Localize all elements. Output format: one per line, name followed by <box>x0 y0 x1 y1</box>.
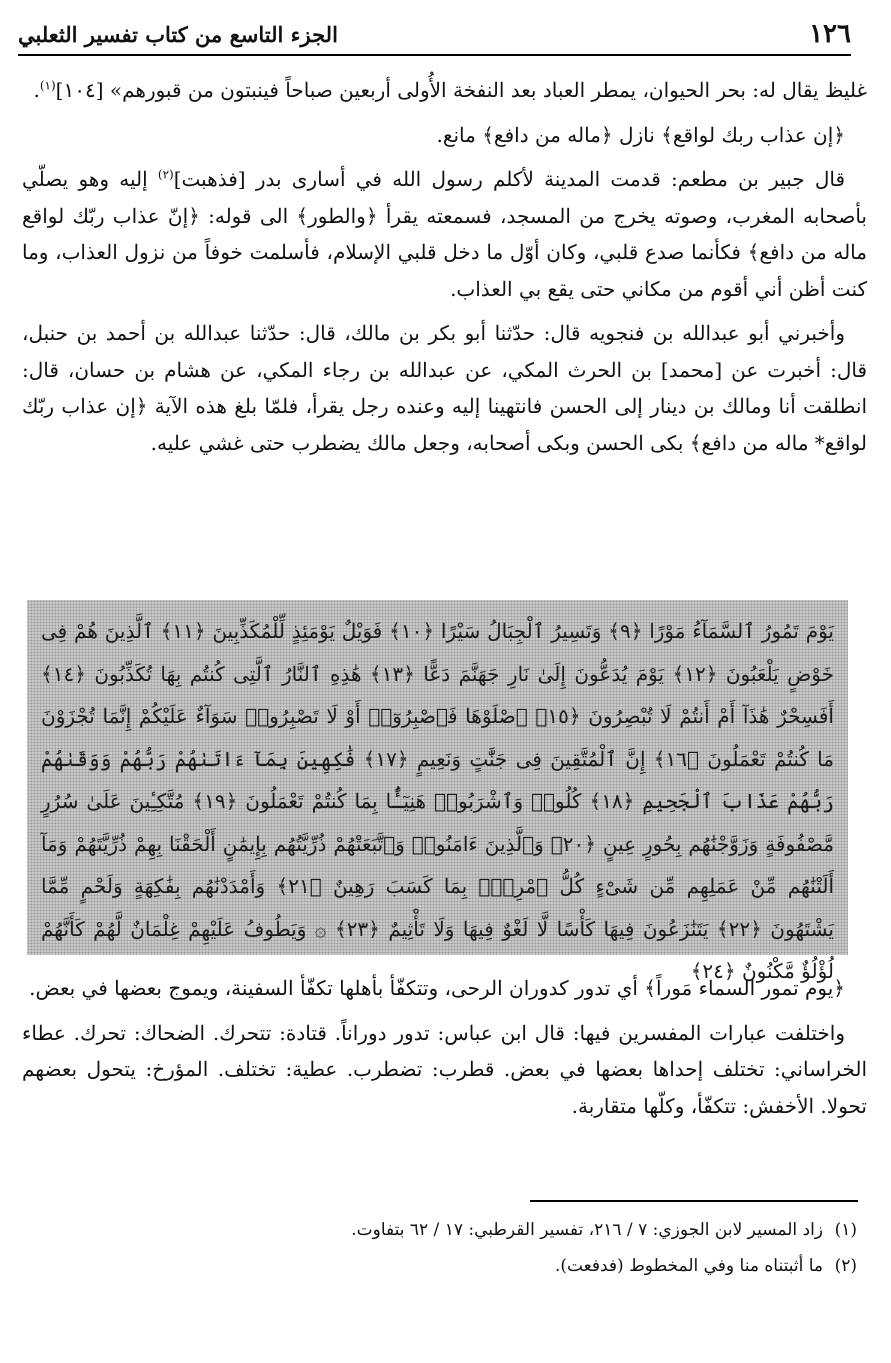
paragraph-1: غليظ يقال له: بحر الحيوان، يمطر العباد بعد النفخة الأُولى أربعين صباحاً فينبتون من قبورهم» [١٠٤]$^{(١)}$. <box>33 78 867 102</box>
paragraph-5: ﴿يوم تمور السماء مَوراً﴾ أي تدور كدوران الرحى، وتتكفّأ بأهلها تكفّأ السفينة، ويموج بعضها في بعض. <box>29 976 845 1000</box>
quran-passage-box <box>27 600 848 983</box>
paragraph-4: وأخبرني أبو عبدالله بن فنجويه قال: حدّثنا أبو بكر بن مالك، قال: حدّثنا عبدالله بن أحمد بن حنبل، قال: أخبرت عن [محمد] بن الحرث المكي، عن عبدالله بن رجاء المكي، عن هشام بن حسان، قال: انطلقت أنا ومالك بن دينار إلى الحسن فانتهينا إليه وعنده رجل يقرأ، فلمّا بلغ هذه الآية ﴿إن عذاب ربّك لواقع* ماله من دافع﴾ بكى الحسن وبكى أصحابه، وجعل مالك يضطرب حتى غشي عليه. <box>22 321 867 455</box>
commentary-text <box>22 72 867 469</box>
paragraph-2: ﴿إن عذاب ربك لواقع﴾ نازل ﴿ماله من دافع﴾ مانع. <box>436 122 845 147</box>
footnotes <box>22 1212 857 1284</box>
footnote-2: (٢)ما أثبتناه منا وفي المخطوط (فدفعت). <box>554 1256 857 1276</box>
commentary-text-continued <box>22 970 867 1132</box>
quran-passage-text: يَوْمَ تَمُورُ ٱلسَّمَآءُ مَوْرًا ﴿٩﴾ وَتَسِيرُ ٱلْجِبَالُ سَيْرًا ﴿١٠﴾ فَوَيْلٌ يَوْمَئِذٍ لِّلْمُكَذِّبِينَ ﴿١١﴾ ٱلَّذِينَ هُمْ فِى خَوْضٍ يَلْعَبُونَ ﴿١٢﴾ يَوْمَ يُدَعُّونَ إِلَىٰ نَارِ جَهَنَّمَ دَعًّا ﴿١٣﴾ هَٰذِهِ ٱلنَّارُ ٱلَّتِى كُنتُم بِهَا تُكَذِّبُونَ ﴿١٤﴾ أَفَسِحْرٌ هَٰذَآ أَمْ أَنتُمْ لَا تُبْصِرُونَ ﴿١٥﴾ ٱصْلَوْهَا فَٱصْبِرُوٓا۟ أَوْ لَا تَصْبِرُوا۟ سَوَآءٌ عَلَيْكُمْ إِنَّمَا تُجْزَوْنَ مَا كُنتُمْ تَعْمَلُونَ ﴿١٦﴾ إِنَّ ٱلْمُتَّقِينَ فِى جَنَّٰتٍ وَنَعِيمٍ ﴿١٧﴾ فَٰكِهِينَ بِمَآ ءَاتَىٰهُمْ رَبُّهُمْ وَوَقَىٰهُمْ رَبُّهُمْ عَذَابَ ٱلْجَحِيمِ ﴿١٨﴾ كُلُوا۟ وَٱشْرَبُوا۟ هَنِيٓـًٔۢا بِمَا كُنتُمْ تَعْمَلُونَ ﴿١٩﴾ مُتَّكِـِٔينَ عَلَىٰ سُرُرٍ مَّصْفُوفَةٍ وَزَوَّجْنَٰهُم بِحُورٍ عِينٍ ﴿٢٠﴾ وَٱلَّذِينَ ءَامَنُوا۟ وَٱتَّبَعَتْهُمْ ذُرِّيَّتُهُم بِإِيمَٰنٍ أَلْحَقْنَا بِهِمْ ذُرِّيَّتَهُمْ وَمَآ أَلَتْنَٰهُم مِّنْ عَمَلِهِم مِّن شَىْءٍ كُلُّ ٱمْرِئٍۭ بِمَا كَسَبَ رَهِينٌ ﴿٢١﴾ وَأَمْدَدْنَٰهُم بِفَٰكِهَةٍ وَلَحْمٍ مِّمَّا يَشْتَهُونَ ﴿٢٢﴾ يَتَنَٰزَعُونَ فِيهَا كَأْسًا لَّا لَغْوٌ فِيهَا وَلَا تَأْثِيمٌ ﴿٢٣﴾ ۞ وَيَطُوفُ عَلَيْهِمْ غِلْمَانٌ لَّهُمْ كَأَنَّهُمْ لُؤْلُؤٌ مَّكْنُونٌ ﴿٢٤﴾ <box>41 619 835 983</box>
paragraph-3: قال جبير بن مطعم: قدمت المدينة لأكلم رسول الله في أسارى بدر [فذهبت]$^{(٢)}$ إليه وهو يصلّي بأصحابه المغرب، وصوته يخرج من المسجد، فسمعته يقرأ ﴿والطور﴾ الى قوله: ﴿إنّ عذاب ربّك لواقع ماله من دافع﴾ فكأنما صدع قلبي، وكان أوّل ما دخل قلبي الإسلام، فأسلمت خوفاً من نزول العذاب، وما كنت أظن أني أقوم من مكاني حتى يقع بي العذاب. <box>22 167 867 301</box>
page-header <box>18 14 851 56</box>
paragraph-6: واختلفت عبارات المفسرين فيها: قال ابن عباس: تدور دوراناً. قتادة: تتحرك. الضحاك: تحرك. عطاء الخراساني: تختلف إحداها بعضها في بعض. قطرب: تضطرب. عطية: تختلف. المؤرخ: يتحول بعضهم تحولا. الأخفش: تتكفّأ، وكلّها متقاربة. <box>22 1020 867 1118</box>
footnote-ref-1[interactable]: (١) <box>39 78 56 93</box>
footnote-1: (١)زاد المسير لابن الجوزي: ٧ / ٢١٦، تفسير القرطبي: ١٧ / ٦٢ بتفاوت. <box>351 1220 857 1240</box>
footnote-divider <box>530 1200 858 1202</box>
running-title: الجزء التاسع من كتاب تفسير الثعلبي <box>18 21 338 47</box>
footnote-ref-2[interactable]: (٢) <box>157 167 174 182</box>
page-number: ١٢٦ <box>809 19 851 49</box>
